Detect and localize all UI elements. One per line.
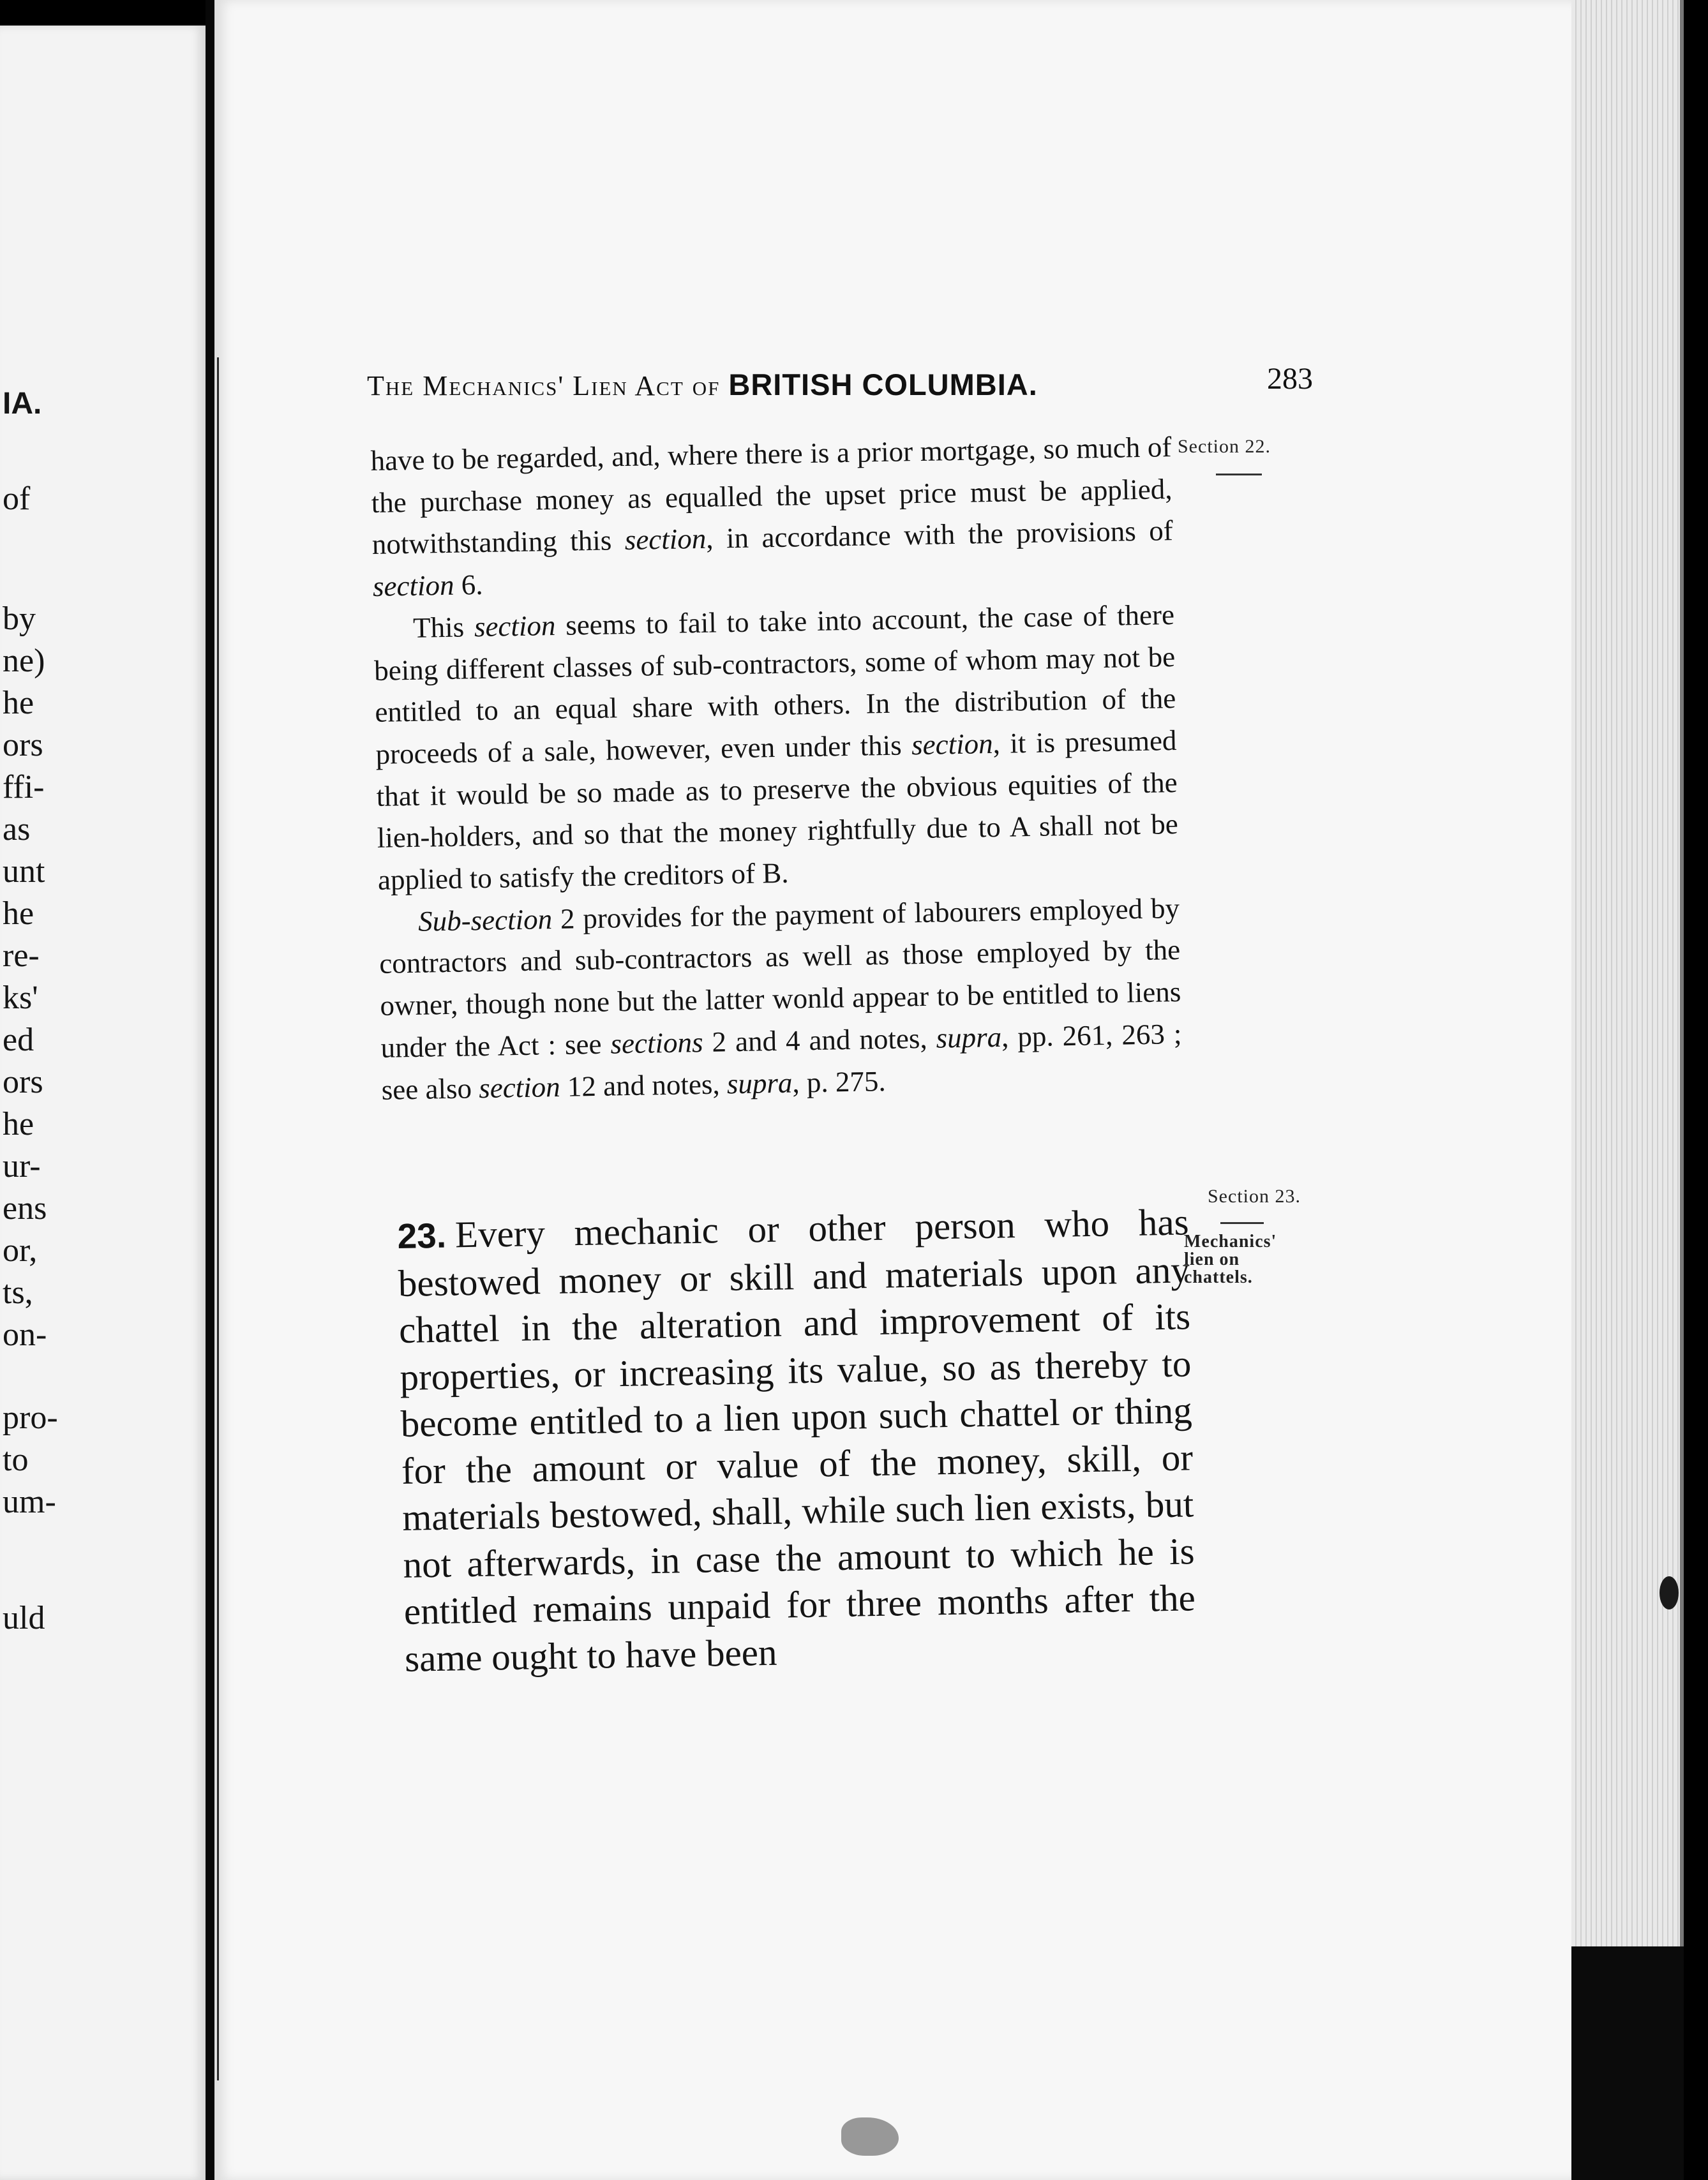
text-run-italic: section <box>911 727 994 761</box>
text-run: have to be regarded, and, where there is a prior mortgage, so much of the purchase money as equalled the upset price must be applied, notwithstanding this <box>370 431 1172 561</box>
running-header-title: The Mechanics' Lien Act of <box>367 370 721 401</box>
previous-page <box>0 26 206 2180</box>
side-title-mechanics-lien <box>1184 1233 1277 1287</box>
side-title-line: lien on <box>1184 1250 1240 1269</box>
left-page-fragment: ur- <box>3 1148 41 1184</box>
left-page-fragment: as <box>3 811 31 847</box>
side-title-line: chattels. <box>1184 1267 1253 1287</box>
text-run-italic: supra <box>936 1020 1002 1054</box>
spine-shadow <box>217 357 219 2080</box>
text-run: 12 and notes, <box>560 1067 728 1103</box>
left-page-fragment: ors <box>3 727 43 763</box>
left-page-fragment: to <box>3 1442 29 1478</box>
left-page-fragment: pro- <box>3 1400 58 1436</box>
left-page-fragment: he <box>3 1106 34 1142</box>
text-run-italic: section <box>372 569 454 603</box>
left-page-fragment: ffi- <box>3 769 45 805</box>
margin-note-rule <box>1216 474 1262 475</box>
text-run-italic: supra <box>726 1066 793 1100</box>
left-page-fragment: or, <box>3 1232 38 1269</box>
commentary-text <box>370 426 1183 1111</box>
page-number: 283 <box>1267 362 1313 396</box>
left-page-heading-fragment: IA. <box>3 387 42 421</box>
text-run: seems to fail to take into account, the case of there being different classes of sub-contractors, some of whom may not be entitled to an equal share with others. In the distribution of the proceeds of a sale, however, even under this <box>373 598 1176 770</box>
text-run: This <box>412 611 475 644</box>
page-edges-shadow <box>1571 1946 1684 2180</box>
margin-note-section-22: Section 22. <box>1178 436 1271 457</box>
left-page-fragment: ens <box>3 1190 47 1227</box>
running-header-bold-title: BRITISH COLUMBIA. <box>728 368 1038 401</box>
left-page-fragment: on- <box>3 1317 47 1353</box>
left-page-fragment: um- <box>3 1484 56 1520</box>
text-run: 6. <box>454 569 483 601</box>
page-edges <box>1571 0 1684 1946</box>
text-run: , p. 275. <box>791 1064 886 1099</box>
left-page-fragment: ne) <box>3 643 45 679</box>
section-number: 23. <box>397 1215 447 1256</box>
text-run-italic: Sub-section <box>417 902 553 937</box>
text-run: , pp. 261, 263 ; see also <box>381 1017 1182 1106</box>
left-page-fragment: unt <box>3 853 45 890</box>
left-page-fragment: re- <box>3 937 40 974</box>
commentary-paragraph-3 <box>378 888 1183 1111</box>
text-run-italic: section <box>478 1070 561 1104</box>
running-header <box>367 367 1038 402</box>
side-title-line: Mechanics' <box>1184 1232 1277 1251</box>
left-page-fragment: he <box>3 895 34 932</box>
margin-note-section-23: Section 23. <box>1208 1186 1301 1207</box>
text-run-italic: section <box>624 523 707 556</box>
margin-note-rule <box>1220 1222 1264 1224</box>
left-page-fragment: by <box>3 601 36 637</box>
text-run-italic: section <box>474 609 556 643</box>
left-page-fragment: uld <box>3 1600 45 1636</box>
left-page-fragment: ed <box>3 1022 34 1058</box>
book-gutter <box>206 0 214 2180</box>
left-page-fragment: ors <box>3 1064 43 1100</box>
left-page-fragment: ks' <box>3 980 38 1016</box>
text-run-italic: sections <box>610 1026 703 1060</box>
section-23-text <box>397 1198 1197 1682</box>
left-page-fragment: ts, <box>3 1274 33 1311</box>
section-body: Every mechanic or other person who has bestowed money or skill and materials upon any chattel in the alteration and improvement of its properties, or increasing its value, so as thereby to become entitled to a lien upon such chattel or thing for the amount or value of the money, skill, or materials bestowed, shall, while such lien exists, but not afterwards, in case the amount to which he is entitled remains unpaid for three months after the same ought to have been <box>398 1200 1196 1680</box>
left-page-fragment: he <box>3 685 34 721</box>
commentary-paragraph-1 <box>370 426 1174 608</box>
text-run: 2 provides for the payment of labourers employed by contractors and sub-contractors as well as those employed by the owner, though none but the latter wonld appear to be entitled to liens under the Act : see <box>378 892 1181 1064</box>
text-run: 2 and 4 and notes, <box>703 1022 937 1058</box>
ink-blot <box>1659 1576 1679 1609</box>
left-page-fragment: of <box>3 481 31 517</box>
text-run: , it is presumed that it would be so made as to preserve the obvious equities of the lien-holders, and so that the money rightfully due to A shall not be applied to satisfy the creditors of B. <box>376 724 1179 896</box>
text-run: , in accordance with the provisions of <box>705 514 1174 555</box>
commentary-paragraph-2 <box>373 594 1180 902</box>
